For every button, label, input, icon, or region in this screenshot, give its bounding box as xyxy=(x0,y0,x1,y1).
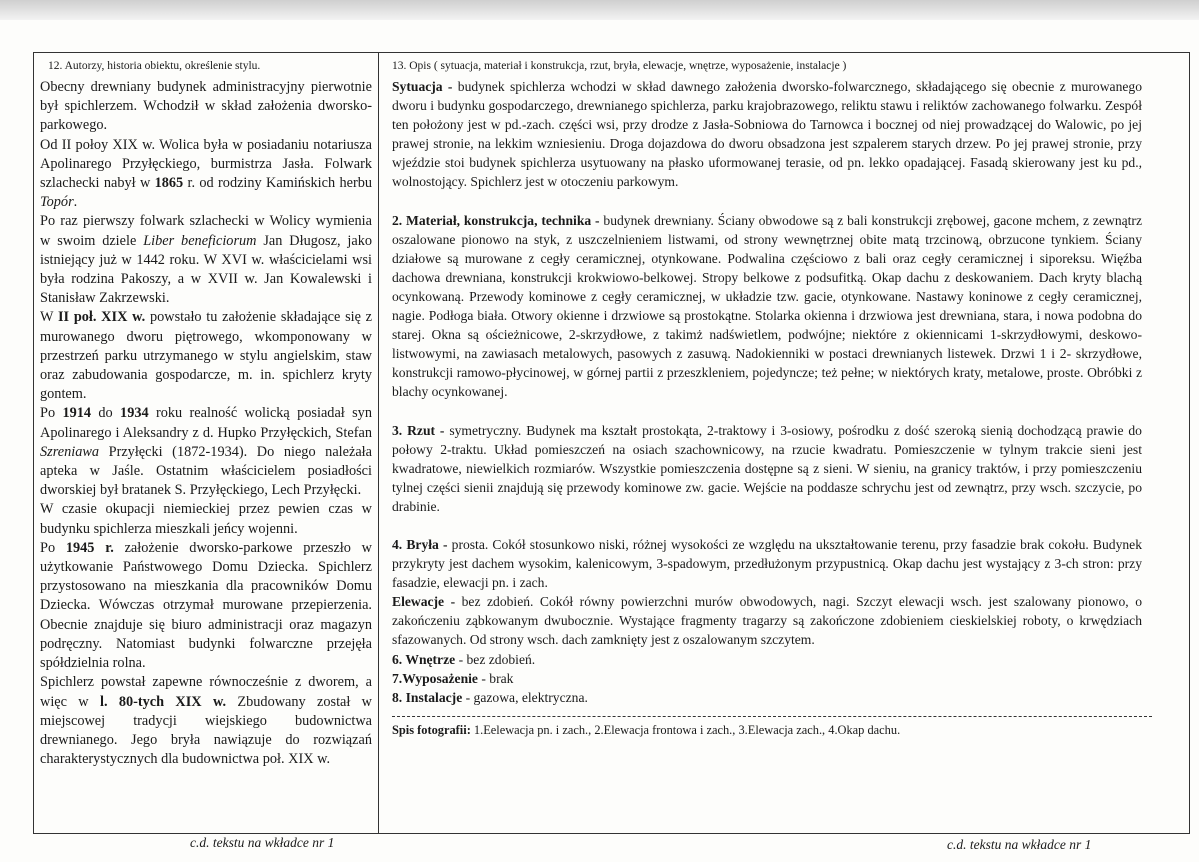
year: 1865 xyxy=(154,175,184,192)
section-label: 8. Instalacje xyxy=(392,689,463,705)
history-paragraph xyxy=(40,308,372,404)
history-paragraph xyxy=(40,404,372,500)
column-divider xyxy=(378,52,379,834)
history-column xyxy=(40,58,372,769)
emphasis: Topór xyxy=(40,194,74,211)
section-label: Spis fotografii: xyxy=(392,722,471,737)
text: prosta. Cokół stosunkowo niski, różnej wysokości ze względu na ukształtowanie terenu, przy fasadzie brak cokołu. Budynek przykryty jest dachem wysokim, kalenicowym, 3-spadowym, przedłużonym przypustnicą. Okap dachu jest wystający z 3-ch stron: przy fasadzie, elewacji pn. i zach. xyxy=(392,536,1142,591)
text: Po xyxy=(40,405,63,422)
section-installations xyxy=(392,688,1142,707)
text: Po xyxy=(40,539,66,556)
period: l. 80-tych XIX w. xyxy=(99,693,227,710)
text: W xyxy=(40,309,58,326)
text: . xyxy=(73,194,78,211)
text: symetryczny. Budynek ma kształt prostokąta, 2-traktowy i 3-osiowy, pośrodku z dość szeroką sienią dochodzącą prawie do połowy 2-traktu. Układ pomieszczeń na osiach szachownicowy, na rzucie kwadratu. Pomieszczenie w tylnym trakcie sieni jest kwadratowe, niewielkich rozmiarów. Wszystkie pomieszczenia dostępne są z sieni. W sieniu, na granicy traktów, i przy pomieszczeniu tylnej części sienii znajdują się przewody kominowe zw. gacie. Wejście na poddasze schrychu jest od zewnątrz, przy wsch. szczycie, po drabinie. xyxy=(392,422,1142,514)
year: 1934 xyxy=(120,405,149,422)
text: powstało tu założenie składające się z murowanego dworu piętrowego, wkomponowany w przestrzeń parku utrzymanego w stylu angielskim, staw oraz zabudowania gospodarcze, m. in. spichlerz kryty gontem. xyxy=(40,309,373,403)
text: Zbudowany został w miejscowej tradycji wiejskiego budownictwa drewnianego. Jego bryła nawiązuje do rozwiązań charakterystycznych dla budownictwa poł. XIX w. xyxy=(40,693,373,768)
photo-list xyxy=(392,721,1142,740)
text: Po raz pierwszy folwark szlachecki w Wolicy wymienia w swoim dziele xyxy=(40,213,372,249)
text: roku realność wolicką posiadał syn Apolinarego i Aleksandry z d. Hupko Przyłęckich, Stefan xyxy=(40,405,372,441)
section-label: 7.Wyposażenie xyxy=(392,670,478,686)
text: Obecny drewniany budynek administracyjny pierwotnie był spichlerzem. Wchodził w skład założenia dworsko-parkowego. xyxy=(40,79,372,134)
section-equipment xyxy=(392,669,1142,688)
section-label: 4. Bryła - xyxy=(392,536,448,552)
continuation-note-right: c.d. tekstu na wkładce nr 1 xyxy=(947,837,1092,852)
text: Spichlerz powstał zapewne równocześnie z dworem, a więc w xyxy=(40,674,372,710)
text: bez zdobień. Cokół równy powierzchni murów obwodowych, nagi. Szczyt elewacji wsch. jest szalowany pionowo, o zakończeniu ząbkowanym dwubocznie. Wystające fragmenty tragarzy są zakończone zdobieniem cieskielskiej roboty, o krwędziach sfazowanych. Od strony wsch. dach zamknięty jest z oszalowanym szczytem. xyxy=(392,594,1142,648)
emphasis: Liber beneficiorum xyxy=(143,232,257,249)
emphasis: Szreniawa xyxy=(40,443,100,460)
section-label: 2. Materiał, konstrukcja, technika - xyxy=(392,212,600,228)
description-column xyxy=(392,58,1142,740)
year: 1914 xyxy=(62,405,92,422)
section-elevations xyxy=(392,592,1142,649)
text: budynek drewniany. Ściany obwodowe są z bali konstrukcji zrębowej, gacone mchem, z zewnątrz oszalowane pionowo na styk, z uszczelnieniem listwami, od strony wewnętrznej obite matą trzcinową, obrzucone tynkiem. Ściany działowe są murowane z cegły ceramicznej, otynkowane. Podwalina częściowo z bali oraz cegły ceramicznej i siporeksu. Więźba dachowa drewniana, konstrukcji krokwiowo-belkowej. Stropy belkowe z podsufitką. Okap dachu z deskowaniem. Dach kryty blachą ocynkowaną. Przewody kominowe z cegły ceramicznej, w układzie tzw. gacie, otynkowane. Nastawy koninowe z cegły ceramicznej, nagie. Podłoga biała. Otwory okienne i drzwiowe są prostokątne. Stolarka okienna i drzwiowa jest drewniana, stara, i nowa podobna do starej. Okna są ościeżnicowe, 2-skrzydłowe, z takimż nadświetlem, podwójne; niektóre z okiennicami 1-skrzydłowymi, deskowo- listwowymi, na zawiasach metalowych, pasowych z zasuwą. Nadokienniki w postaci drewnianych listewek. Drzwi 1 i 2- skrzydłowe, konstrukcji ramowo-płycinowej, w górnej partii z przeszkleniem, pojedyncze; też pełne; w niektórych kraty, metalowe, proste. Obróbki z blachy ocynkowanej. xyxy=(392,212,1142,400)
text: do xyxy=(91,405,121,422)
text: budynek spichlerza wchodzi w skład dawnego założenia dworsko-folwarcznego, składającego się obecnie z murowanego dworu i budynku gospodarczego, drewnianego spichlerza, parku krajobrazowego, reliktu stawu i reliktów zachowanego folwarku. Zespół ten położony jest w pd.-zach. części wsi, przy drodze z Jasła-Sobniowa do Tarnowca i bocznej od niej prowadzącej do Walowic, po jej prawej stronie, na lekkim wzniesieniu. Droga dojazdowa do dworu obsadzona jest szpalerem starych drzew. Po jej prawej stronie, przy wjeździe stoi budynek spichlerza usytuowany na płasko uformowanej terasie, od pn. lekko opadającej. Fasadą skierowany jest ku pd., wolnostojący. Spichlerz jest w otoczeniu parkowym. xyxy=(392,79,1142,190)
section-label: 3. Rzut - xyxy=(392,422,445,438)
period: II poł. XIX w. xyxy=(57,309,146,326)
history-paragraph xyxy=(40,78,372,136)
text: Jan Długosz, jako istniejący już w 1442 roku. W XVI w. właścicielami wsi była rodzina Pakoszy, a w XVII w. Jan Kowalewski i Stanisław Zakrzewski. xyxy=(40,232,373,307)
section-material xyxy=(392,211,1142,402)
section-interior xyxy=(392,650,1142,669)
history-paragraph xyxy=(40,500,372,538)
history-paragraph xyxy=(40,136,372,213)
text: Od II połoy XIX w. Wolica była w posiadaniu notariusza Apolinarego Przyłęckiego, burmistrza Jasła. Folwark szlachecki nabył w xyxy=(40,136,372,192)
history-paragraph xyxy=(40,673,372,769)
continuation-note-left: c.d. tekstu na wkładce nr 1 xyxy=(190,835,335,850)
section-label: Sytuacja - xyxy=(392,79,453,94)
text: - brak xyxy=(477,670,514,686)
text: założenie dworsko-parkowe przeszło w użytkowanie Państwowego Domu Dziecka. Spichlerz przystosowano na mieszkania dla pracowników Domu Dziecka. Wówczas otrzymał murowane przepierzenia. Obecnie znajduje się biuro administracji oraz magazyn podręczny. Natomiast budynki folwarczne przejęła spółdzielnia rolna. xyxy=(40,539,372,672)
section-label: 6. Wnętrze xyxy=(392,651,456,667)
history-paragraph xyxy=(40,212,372,308)
text: - gazowa, elektryczna. xyxy=(462,689,588,705)
section-plan xyxy=(392,421,1142,516)
section-label: Elewacje - xyxy=(392,594,456,610)
section-situation xyxy=(392,77,1142,192)
history-heading: 12. Autorzy, historia obiektu, określenie stylu. xyxy=(48,60,261,72)
year: 1945 r. xyxy=(65,539,114,556)
section-massing xyxy=(392,535,1142,592)
scan-top-edge xyxy=(0,0,1199,20)
text: W czasie okupacji niemieckiej przez pewien czas w budynku spichlerza mieszkali jeńcy wojenni. xyxy=(40,501,372,537)
text: - bez zdobień. xyxy=(455,651,536,667)
text: 1.Eelewacja pn. i zach., 2.Elewacja frontowa i zach., 3.Elewacja zach., 4.Okap dachu. xyxy=(470,722,901,737)
text: Przyłęcki (1872-1934). Do niego należała apteka w Jaśle. Ostatnim właścicielem posiadłości dworskiej był bratanek S. Przyłęckiego, Lech Przyłęcki. xyxy=(40,443,372,499)
history-paragraph xyxy=(40,539,372,673)
description-heading: 13. Opis ( sytuacja, materiał i konstrukcja, rzut, bryła, elewacje, wnętrze, wyposażenie, instalacje ) xyxy=(392,60,847,72)
dashed-separator xyxy=(392,716,1152,717)
text: r. od rodziny Kamińskich herbu xyxy=(183,175,373,192)
